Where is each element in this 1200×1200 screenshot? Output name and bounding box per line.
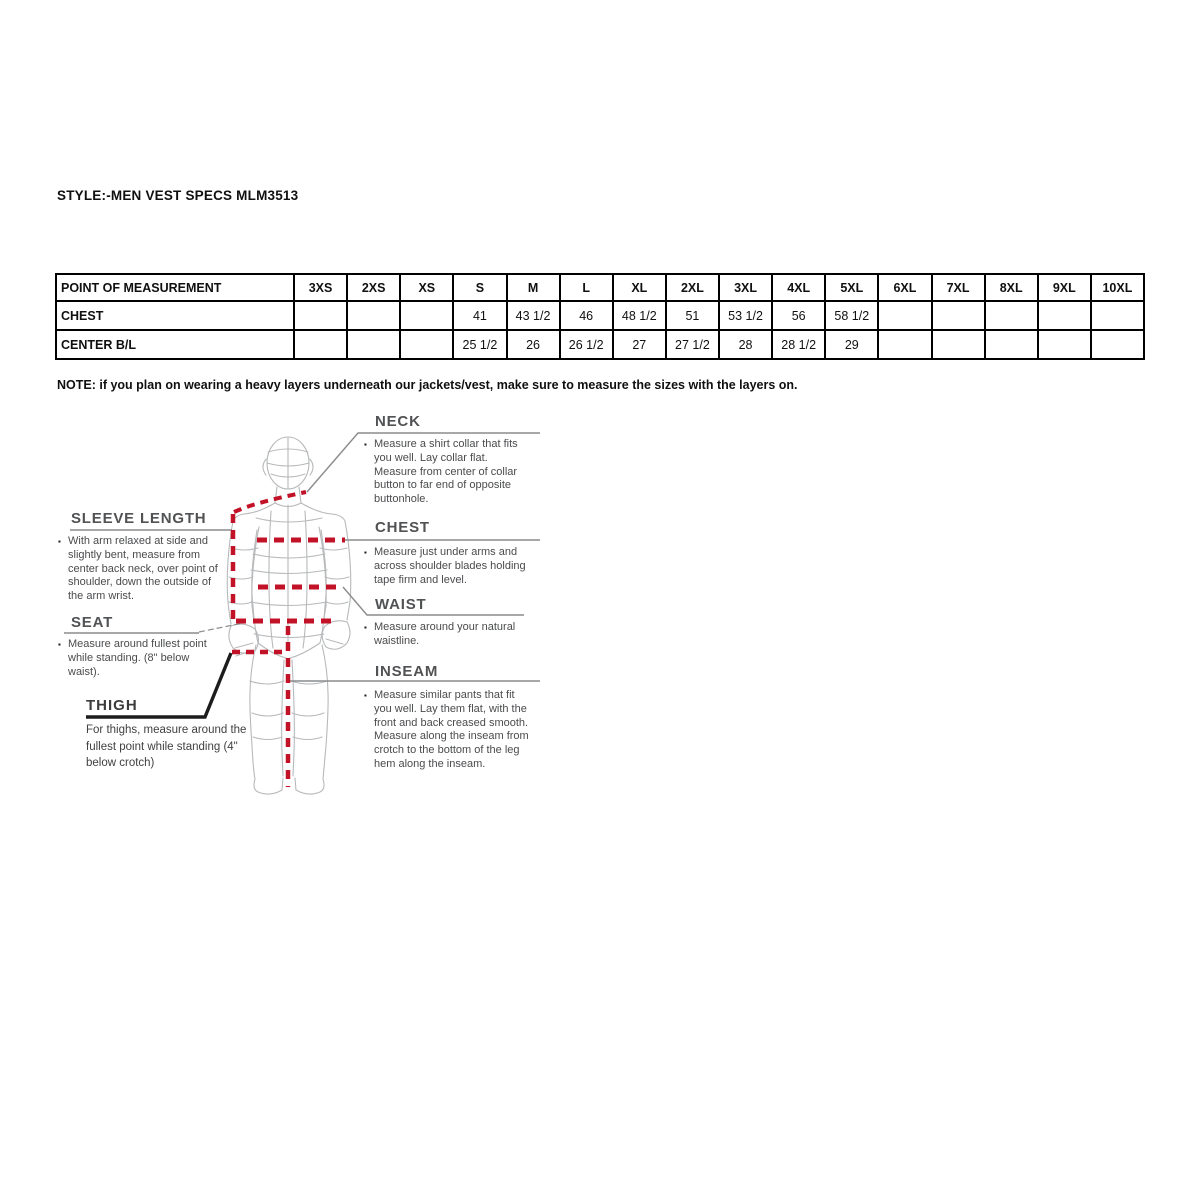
label-waist-desc <box>364 621 524 649</box>
table-cell: 43 1/2 <box>507 301 560 330</box>
label-seat-desc-text: Measure around fullest point while standing. (8" below waist). <box>68 638 207 678</box>
bullet-icon: ▪ <box>364 691 367 700</box>
table-cell: 28 <box>719 330 772 359</box>
col-header-size: XL <box>613 274 666 301</box>
col-header-size: M <box>507 274 560 301</box>
label-seat-title: SEAT <box>71 614 114 631</box>
label-sleeve-length-desc <box>58 535 226 604</box>
bullet-icon: ▪ <box>58 640 61 649</box>
label-neck-desc-text: Measure a shirt collar that fits you well. Lay collar flat. Measure from center of collar button to far end of opposite buttonhole. <box>374 438 518 506</box>
table-cell: 56 <box>772 301 825 330</box>
col-header-size: 7XL <box>932 274 985 301</box>
col-header-size: 5XL <box>825 274 878 301</box>
label-seat-desc <box>58 638 216 679</box>
bullet-icon: ▪ <box>58 537 61 546</box>
waist-connector-line <box>343 587 524 615</box>
label-waist-title: WAIST <box>375 596 427 613</box>
table-cell: 53 1/2 <box>719 301 772 330</box>
table-cell: 26 1/2 <box>560 330 613 359</box>
label-thigh-desc-text: For thighs, measure around the fullest point while standing (4" below crotch) <box>86 724 247 769</box>
note-text: NOTE: if you plan on wearing a heavy layers underneath our jackets/vest, make sure to measure the sizes with the layers on. <box>57 378 798 392</box>
col-header-size: 9XL <box>1038 274 1091 301</box>
table-cell: 26 <box>507 330 560 359</box>
label-inseam-desc-text: Measure similar pants that fit you well. Lay them flat, with the front and back creased smooth. Measure along the inseam from crotch to the bottom of the leg hem along the inseam. <box>374 689 529 770</box>
row-label: CHEST <box>56 301 294 330</box>
col-header-size: 2XL <box>666 274 719 301</box>
label-sleeve-length-title: SLEEVE LENGTH <box>71 510 207 527</box>
col-header-size: 2XS <box>347 274 400 301</box>
table-cell: 41 <box>453 301 506 330</box>
table-cell: 28 1/2 <box>772 330 825 359</box>
label-inseam-desc <box>364 689 532 772</box>
label-thigh-desc <box>86 722 251 772</box>
label-chest-desc <box>364 546 534 587</box>
table-cell: 51 <box>666 301 719 330</box>
table-cell: 29 <box>825 330 878 359</box>
col-header-size: 10XL <box>1091 274 1144 301</box>
neck-measure-line <box>234 492 306 512</box>
col-header-size: S <box>453 274 506 301</box>
table-cell: 25 1/2 <box>453 330 506 359</box>
col-header-size: XS <box>400 274 453 301</box>
label-chest-title: CHEST <box>375 519 430 536</box>
seat-connector-line <box>199 623 243 632</box>
col-header-size: 3XL <box>719 274 772 301</box>
label-inseam-title: INSEAM <box>375 663 439 680</box>
bullet-icon: ▪ <box>364 440 367 449</box>
col-header-size: L <box>560 274 613 301</box>
label-sleeve-length-desc-text: With arm relaxed at side and slightly bent, measure from center back neck, over point of shoulder, down the outside of the arm wrist. <box>68 535 218 603</box>
col-header-size: 6XL <box>878 274 931 301</box>
table-cell: 48 1/2 <box>613 301 666 330</box>
label-neck-title: NECK <box>375 413 421 430</box>
col-header-size: 4XL <box>772 274 825 301</box>
page-title: STYLE:-MEN VEST SPECS MLM3513 <box>57 188 299 203</box>
table-cell: 27 <box>613 330 666 359</box>
table-cell: 46 <box>560 301 613 330</box>
bullet-icon: ▪ <box>364 548 367 557</box>
col-header-point-of-measurement: POINT OF MEASUREMENT <box>56 274 294 301</box>
bullet-icon: ▪ <box>364 623 367 632</box>
label-chest-desc-text: Measure just under arms and across shoulder blades holding tape firm and level. <box>374 546 526 586</box>
label-waist-desc-text: Measure around your natural waistline. <box>374 621 516 647</box>
col-header-size: 8XL <box>985 274 1038 301</box>
table-cell: 27 1/2 <box>666 330 719 359</box>
col-header-size: 3XS <box>294 274 347 301</box>
label-thigh-title: THIGH <box>86 697 138 714</box>
row-label: CENTER B/L <box>56 330 294 359</box>
table-cell: 58 1/2 <box>825 301 878 330</box>
label-neck-desc <box>364 438 528 507</box>
